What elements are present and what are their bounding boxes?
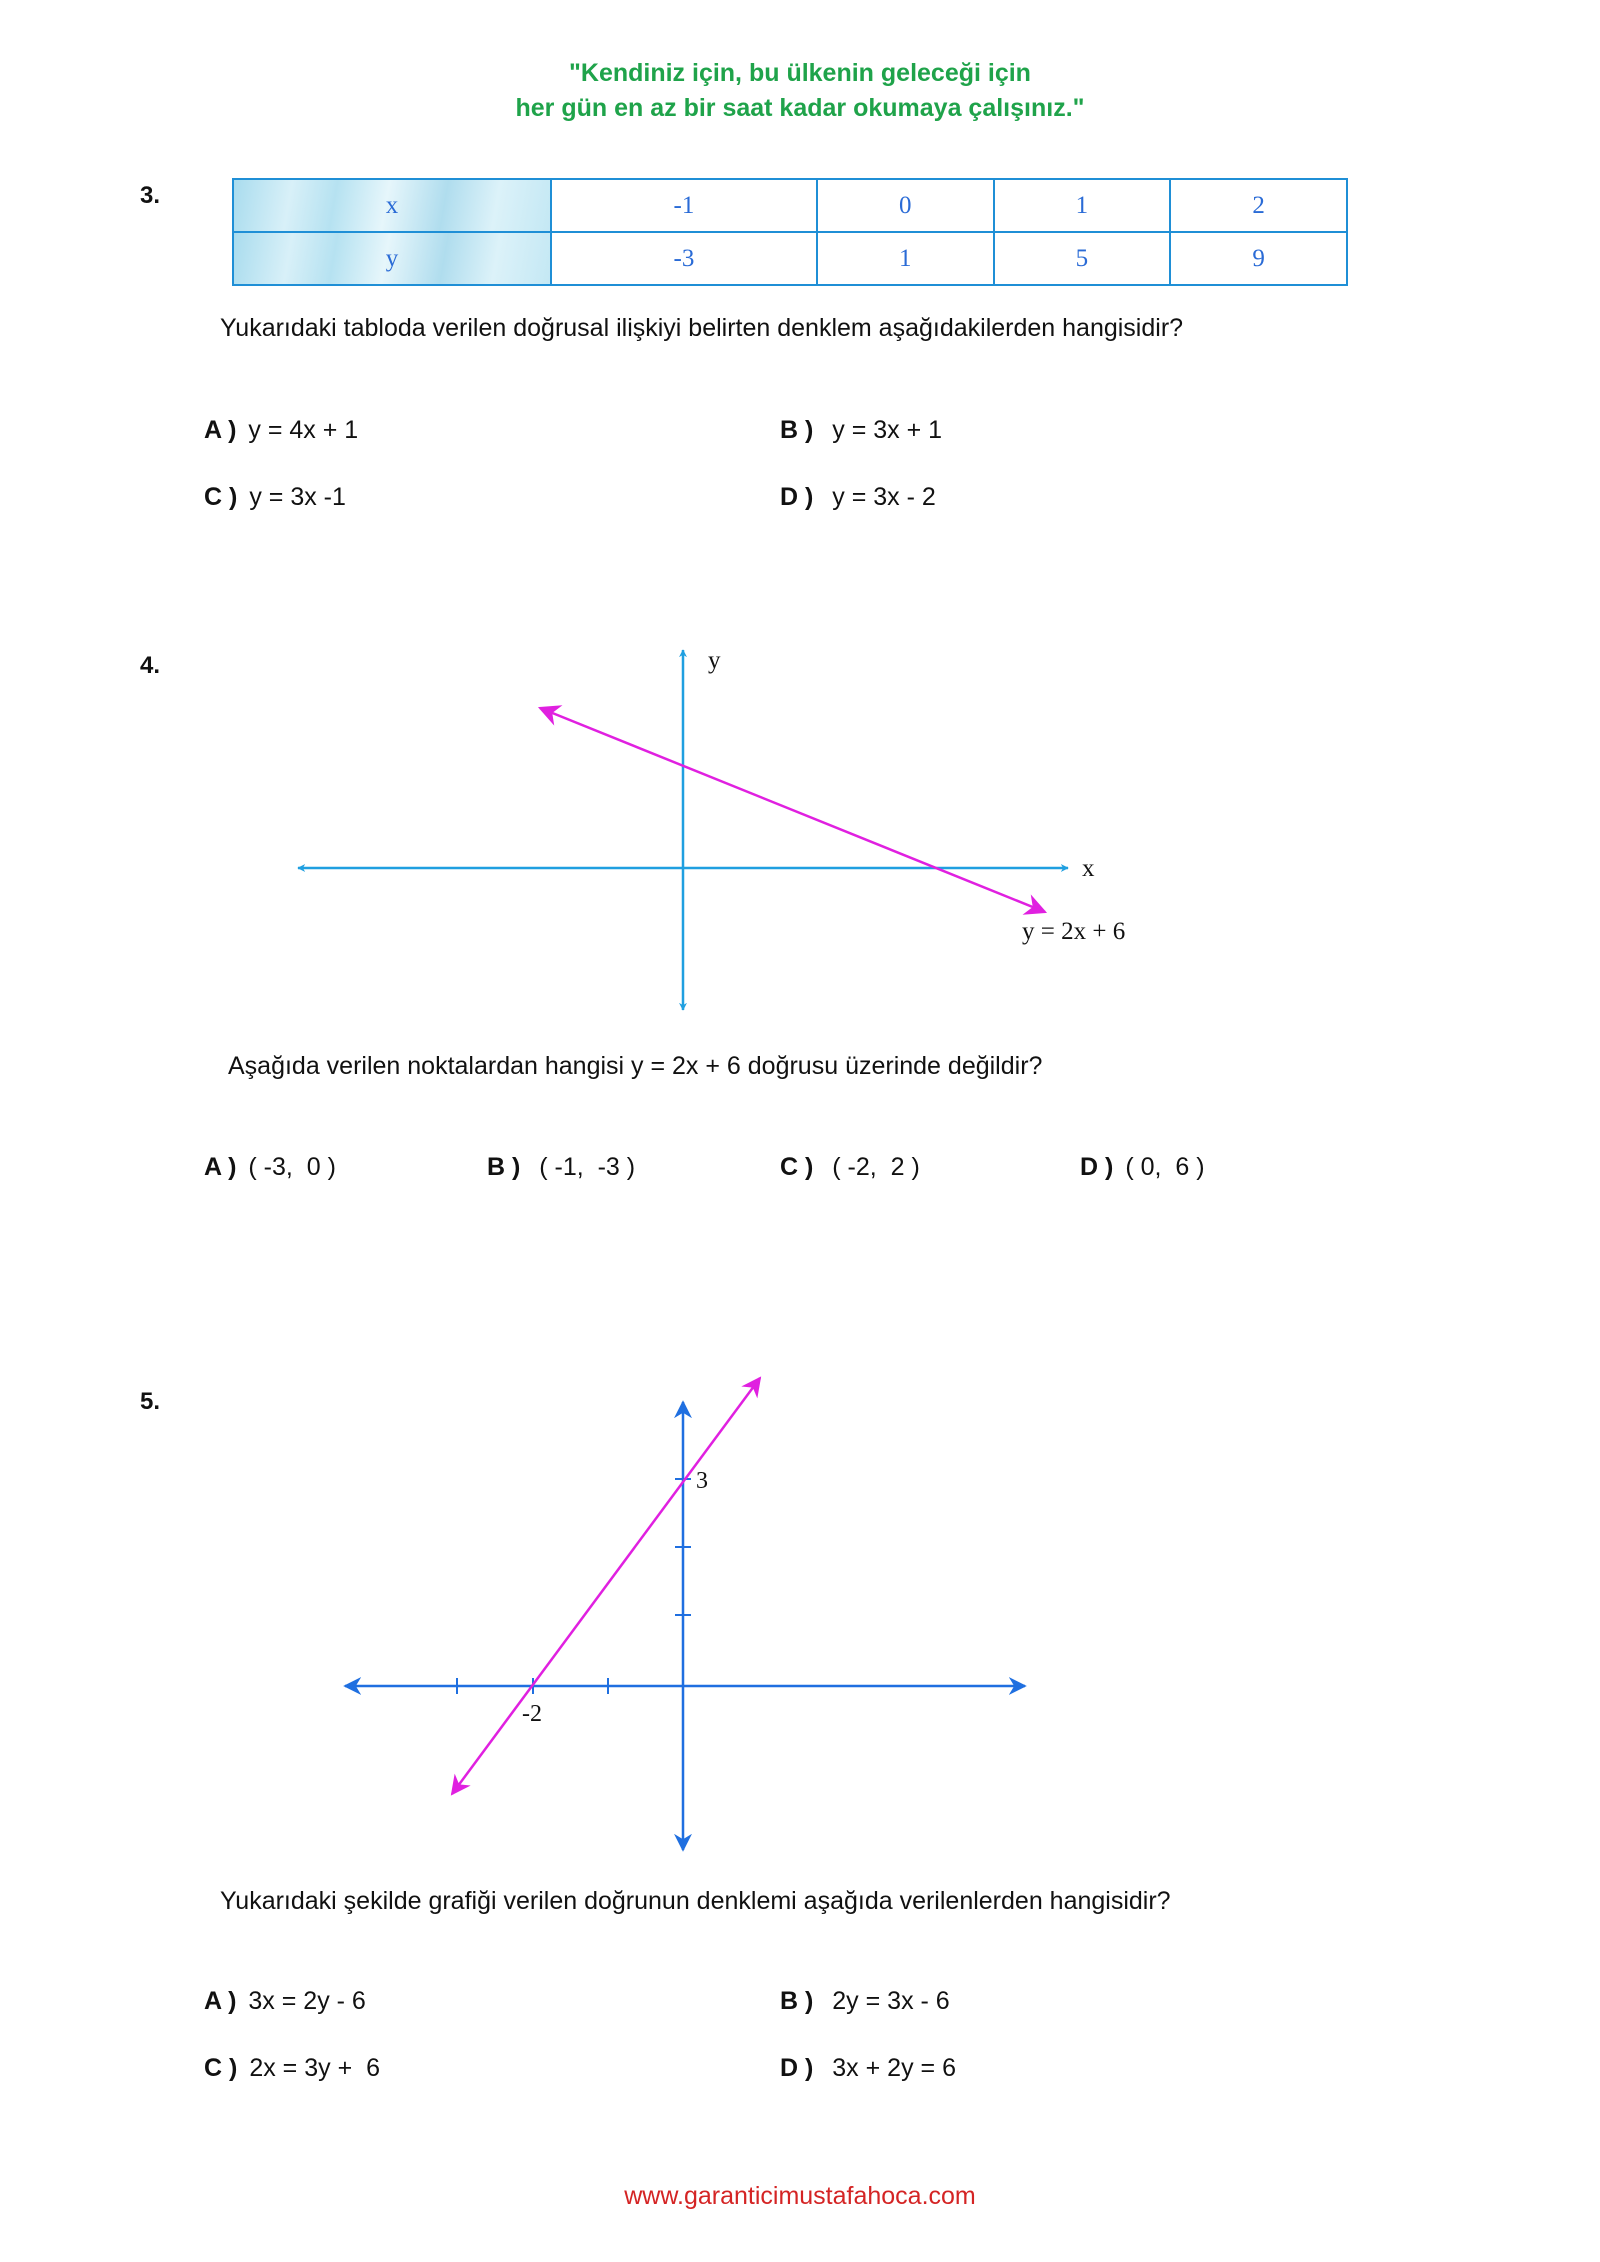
option-letter: C ) xyxy=(780,1153,814,1181)
table-cell: -1 xyxy=(551,179,817,232)
option-text: 3x = 2y - 6 xyxy=(248,1987,366,2015)
option-text: y = 3x - 2 xyxy=(825,483,936,511)
y-axis-label: y xyxy=(708,647,721,674)
table-header-x: x xyxy=(233,179,551,232)
question-4-option-c[interactable] xyxy=(780,1153,920,1182)
x-intercept-label: -2 xyxy=(522,1701,542,1727)
table-cell: 1 xyxy=(817,232,994,285)
question-5-graph xyxy=(0,1340,1600,1870)
motto-line-1: "Kendiniz için, bu ülkenin geleceği için xyxy=(569,59,1031,87)
footer-website-link[interactable]: www.garanticimustafahoca.com xyxy=(624,2182,976,2210)
x-axis-label: x xyxy=(1082,855,1095,882)
option-letter: B ) xyxy=(780,1987,814,2015)
line-equation-label: y = 2x + 6 xyxy=(1022,918,1126,945)
question-4-option-b[interactable] xyxy=(487,1153,635,1182)
graph-line xyxy=(452,1378,760,1794)
option-letter: B ) xyxy=(487,1153,521,1181)
table-cell: 2 xyxy=(1170,179,1347,232)
option-letter: D ) xyxy=(780,483,814,511)
question-5-option-d[interactable] xyxy=(780,2054,956,2083)
option-letter: C ) xyxy=(204,483,238,511)
option-letter: A ) xyxy=(204,1987,237,2015)
question-5-option-c[interactable] xyxy=(204,2054,380,2083)
table-header-y: y xyxy=(233,232,551,285)
question-4-option-d[interactable] xyxy=(1080,1153,1205,1182)
table-cell: 9 xyxy=(1170,232,1347,285)
question-4-graph xyxy=(0,0,1600,1020)
table-cell: 0 xyxy=(817,179,994,232)
graph-line xyxy=(540,708,1045,912)
question-5-option-a[interactable] xyxy=(204,1987,366,2016)
table-cell: 5 xyxy=(994,232,1171,285)
option-text: 2y = 3x - 6 xyxy=(825,1987,950,2015)
option-letter: A ) xyxy=(204,1153,237,1181)
question-4-option-a[interactable] xyxy=(204,1153,336,1182)
question-3-number: 3. xyxy=(140,182,161,209)
table-cell: 1 xyxy=(994,179,1171,232)
option-text: ( 0, 6 ) xyxy=(1125,1153,1205,1181)
motto-line-2: her gün en az bir saat kadar okumaya çalışınız." xyxy=(515,94,1085,122)
question-5-stem: Yukarıdaki şekilde grafiği verilen doğrunun denklemi aşağıda verilenlerden hangisidir? xyxy=(220,1887,1171,1915)
option-text: ( -1, -3 ) xyxy=(532,1153,636,1181)
option-text: y = 4x + 1 xyxy=(248,416,359,444)
table-cell: -3 xyxy=(551,232,817,285)
option-letter: A ) xyxy=(204,416,237,444)
question-5-number: 5. xyxy=(140,1388,161,1415)
option-letter: D ) xyxy=(1080,1153,1114,1181)
option-text: y = 3x + 1 xyxy=(825,416,943,444)
option-text: 2x = 3y + 6 xyxy=(249,2054,380,2082)
option-text: 3x + 2y = 6 xyxy=(825,2054,956,2082)
option-letter: B ) xyxy=(780,416,814,444)
option-text: ( -2, 2 ) xyxy=(825,1153,920,1181)
question-4-stem: Aşağıda verilen noktalardan hangisi y = 2x + 6 doğrusu üzerinde değildir? xyxy=(228,1052,1043,1080)
question-4-number: 4. xyxy=(140,652,161,679)
y-intercept-label: 3 xyxy=(696,1468,708,1494)
option-text: y = 3x -1 xyxy=(249,483,346,511)
option-letter: D ) xyxy=(780,2054,814,2082)
option-text: ( -3, 0 ) xyxy=(248,1153,336,1181)
question-3-stem: Yukarıdaki tabloda verilen doğrusal ilişkiyi belirten denklem aşağıdakilerden hangisidir? xyxy=(220,314,1184,342)
question-5-option-b[interactable] xyxy=(780,1987,950,2016)
option-letter: C ) xyxy=(204,2054,238,2082)
